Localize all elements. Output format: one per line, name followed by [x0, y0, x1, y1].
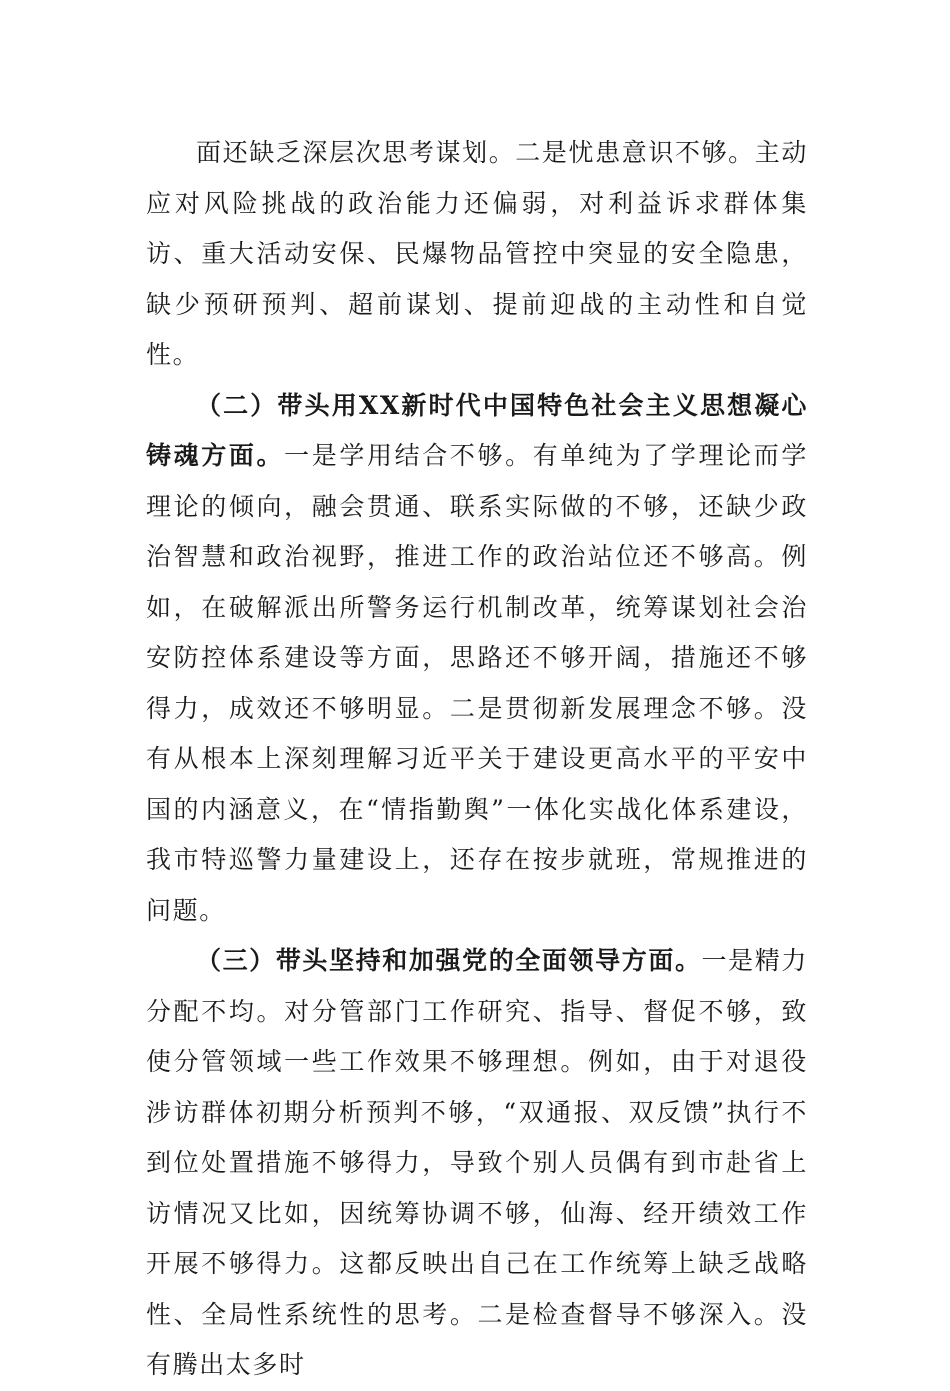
paragraph-continuation [146, 128, 808, 381]
paragraph-text: 面还缺乏深层次思考谋划。二是忧患意识不够。主动应对风险挑战的政治能力还偏弱，对利益诉求群体集访、重大活动安保、民爆物品管控中突显的安全隐患，缺少预研预判、超前谋划、提前迎战的主动性和自觉性。 [146, 138, 808, 369]
paragraph-text: 一是精力分配不均。对分管部门工作研究、指导、督促不够，致使分管领域一些工作效果不够理想。例如，由于对退役涉访群体初期分析预判不够，“双通报、双反馈”执行不到位处置措施不够得力，导致个别人员偶有到市赴省上访情况又比如，因统筹协调不够，仙海、经开绩效工作开展不够得力。这都反映出自己在工作统筹上缺乏战略性、全局性系统性的思考。二是检查督导不够深入。没有腾出太多时 [146, 946, 809, 1379]
section-heading-3: （三）带头坚持和加强党的全面领导方面。 [196, 946, 702, 975]
paragraph-text: 一是学用结合不够。有单纯为了学理论而学理论的倾向，融会贯通、联系实际做的不够，还缺少政治智慧和政治视野，推进工作的政治站位还不够高。例如，在破解派出所警务运行机制改革，统筹谋划社会治安防控体系建设等方面，思路还不够开阔，措施还不够得力，成效还不够明显。二是贯彻新发展理念不够。没有从根本上深刻理解习近平关于建设更高水平的平安中国的内涵意义，在“情指勤舆”一体化实战化体系建设，我市特巡警力量建设上，还存在按步就班，常规推进的问题。 [146, 441, 808, 925]
paragraph-section-2 [146, 381, 808, 937]
paragraph-section-3 [146, 936, 808, 1391]
section-heading-2: （二）带头用XX新时代中国特色社会主义思想凝心铸魂方面。 [146, 390, 808, 470]
document-body [146, 128, 808, 1391]
